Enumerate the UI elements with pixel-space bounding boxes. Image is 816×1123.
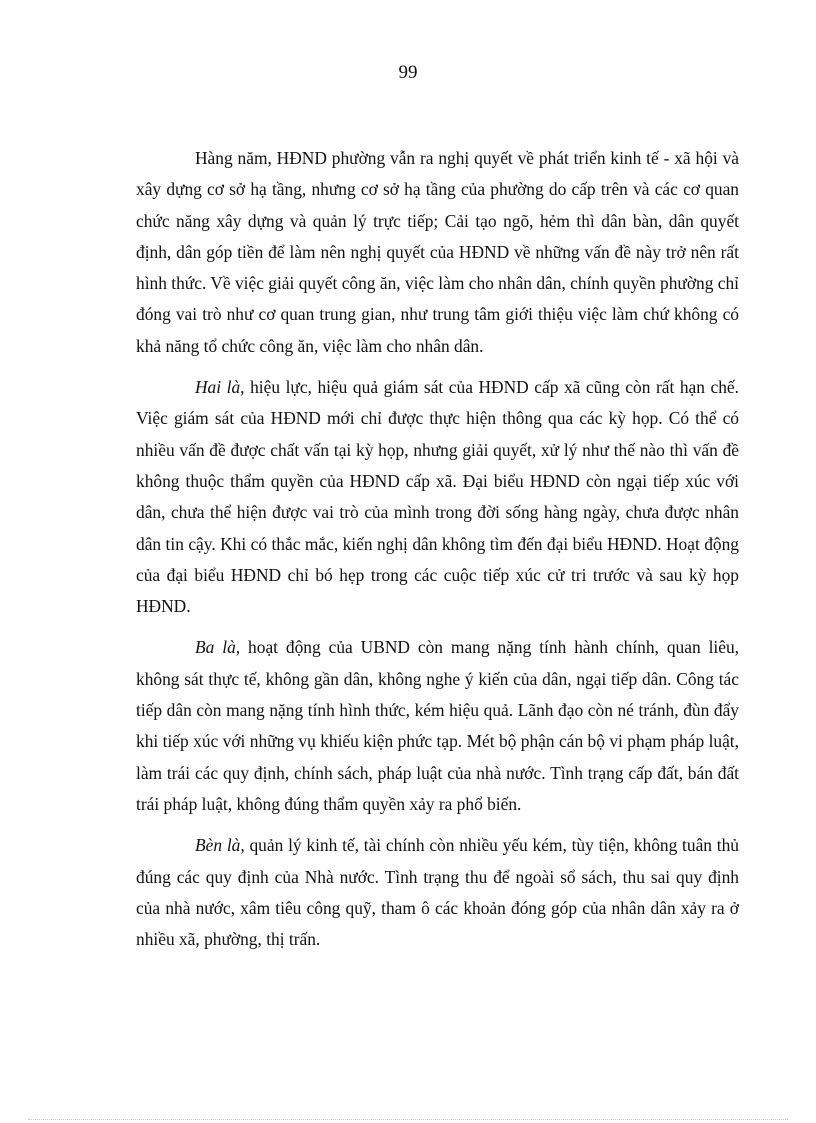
paragraph-1-text: Hàng năm, HĐND phường vẫn ra nghị quyết về phát triển kinh tế - xã hội và xây dựng cơ sở hạ tầng, nhưng cơ sở hạ tầng của phường do cấp trên và các cơ quan chức năng xây dựng và quản lý trực tiếp; Cải tạo ngõ, hẻm thì dân bàn, dân quyết định, dân góp tiền để làm nên nghị quyết của HĐND về những vấn đề này trở nên rất hình thức. Về việc giải quyết công ăn, việc làm cho nhân dân, chính quyền phường chỉ đóng vai trò như cơ quan trung gian, như trung tâm giới thiệu việc làm chứ không có khả năng tổ chức công ăn, việc làm cho nhân dân. (136, 148, 739, 356)
body-text (136, 143, 739, 965)
paragraph-2-lead: Hai là, (195, 377, 245, 398)
paragraph-4-lead: Bèn là, (195, 835, 245, 856)
paragraph-3 (136, 632, 739, 820)
paragraph-4 (136, 830, 739, 955)
paragraph-3-lead: Ba là, (195, 637, 241, 658)
paragraph-2 (136, 372, 739, 622)
paragraph-3-text: hoạt động của UBND còn mang nặng tính hành chính, quan liêu, không sát thực tế, không gần dân, không nghe ý kiến của dân, ngại tiếp dân. Công tác tiếp dân còn mang nặng tính hình thức, kém hiệu quả. Lãnh đạo còn né tránh, đùn đẩy khi tiếp xúc với những vụ khiếu kiện phức tạp. Mét bộ phận cán bộ vi phạm pháp luật, làm trái các quy định, chính sách, pháp luật của nhà nước. Tình trạng cấp đất, bán đất trái pháp luật, không đúng thẩm quyền xảy ra phổ biến. (136, 637, 739, 814)
page-number: 99 (398, 62, 418, 83)
paragraph-1 (136, 143, 739, 362)
paragraph-2-text: hiệu lực, hiệu quả giám sát của HĐND cấp xã cũng còn rất hạn chế. Việc giám sát của HĐND mới chỉ được thực hiện thông qua các kỳ họp. Có thể có nhiều vấn đề được chất vấn tại kỳ họp, nhưng giải quyết, xử lý như thế nào thì vấn đề không thuộc thẩm quyền của HĐND cấp xã. Đại biểu HĐND còn ngại tiếp xúc với dân, chưa thể hiện được vai trò của mình trong đời sống hàng ngày, chưa được nhân dân tin cậy. Khi có thắc mắc, kiến nghị dân không tìm đến đại biểu HĐND. Hoạt động của đại biểu HĐND chỉ bó hẹp trong các cuộc tiếp xúc cử tri trước và sau kỳ họp HĐND. (136, 377, 739, 617)
paragraph-4-text: quản lý kinh tế, tài chính còn nhiều yếu kém, tùy tiện, không tuân thủ đúng các quy định của Nhà nước. Tình trạng thu để ngoài sổ sách, thu sai quy định của nhà nước, xâm tiêu công quỹ, tham ô các khoản đóng góp của nhân dân xảy ra ở nhiều xã, phường, thị trấn. (136, 835, 740, 950)
page-bottom-divider (28, 1119, 788, 1120)
